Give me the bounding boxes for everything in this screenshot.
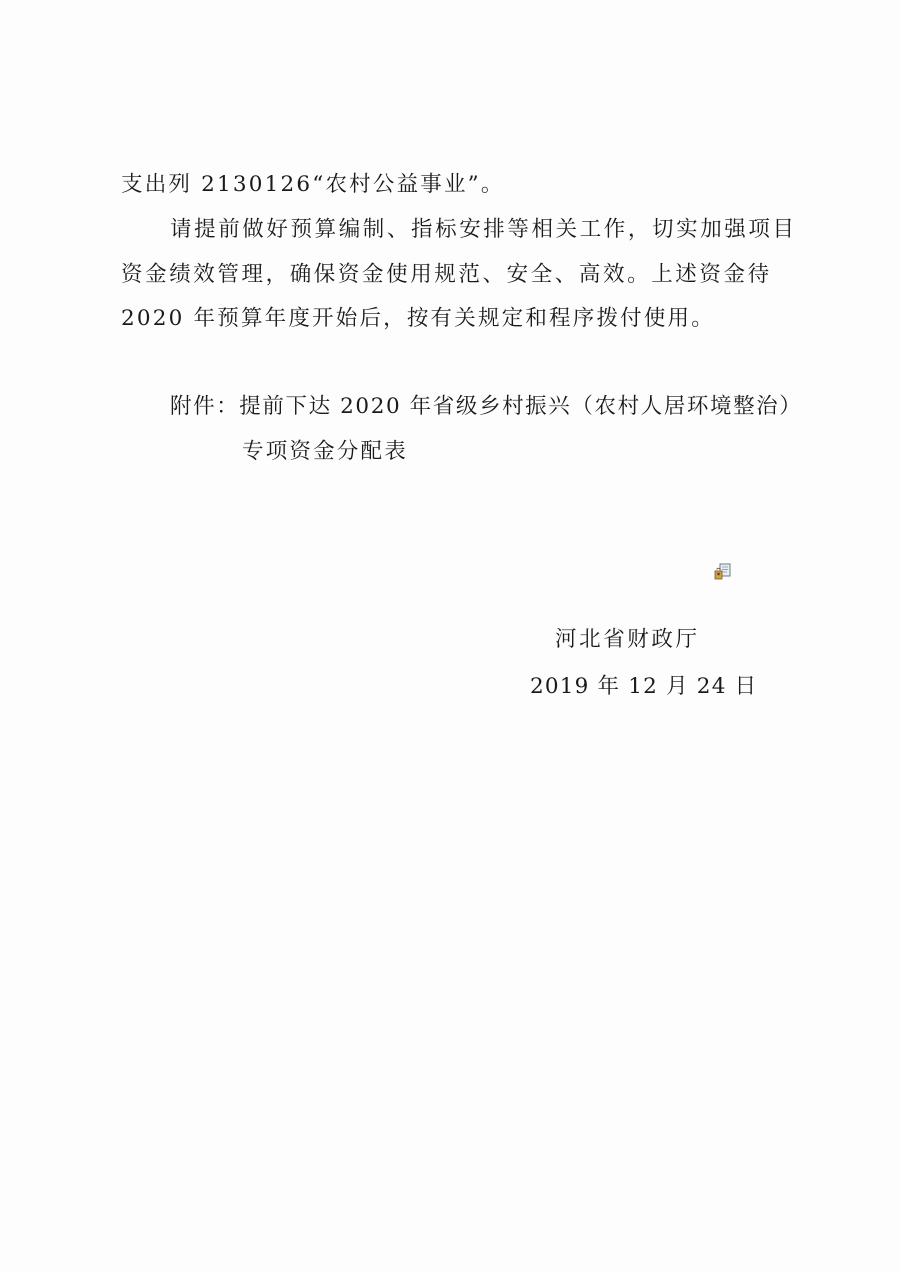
issuer-name: 河北省财政厅 bbox=[555, 627, 700, 652]
attachment-line-2: 专项资金分配表 bbox=[242, 439, 408, 464]
issue-date: 2019 年 12 月 24 日 bbox=[530, 674, 758, 699]
body-line-2: 请提前做好预算编制、指标安排等相关工作，切实加强项目 bbox=[170, 217, 797, 242]
attachment-line-1: 附件：提前下达 2020 年省级乡村振兴（农村人居环境整治） bbox=[170, 394, 803, 419]
document-stamp-icon bbox=[713, 563, 733, 581]
body-line-4: 2020 年预算年度开始后，按有关规定和程序拨付使用。 bbox=[121, 306, 715, 331]
body-line-1: 支出列 2130126“农村公益事业”。 bbox=[121, 172, 505, 197]
body-line-3: 资金绩效管理，确保资金使用规范、安全、高效。上述资金待 bbox=[121, 262, 772, 287]
